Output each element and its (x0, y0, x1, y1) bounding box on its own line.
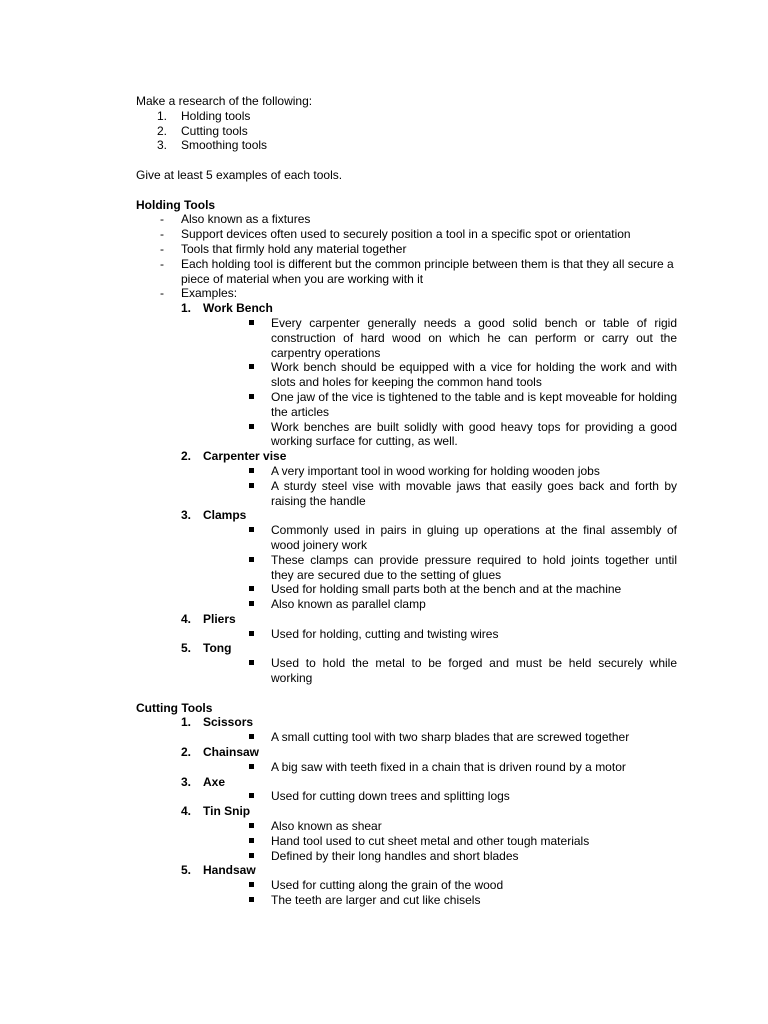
square-bullet (249, 468, 254, 473)
dash-marker: - (160, 227, 164, 242)
list-number: 4. (181, 611, 192, 626)
list-number: 1. (181, 301, 192, 316)
cutting-example-handsaw: 5. Handsaw (181, 863, 256, 878)
holding-example-work-bench: 1. Work Bench (181, 301, 273, 316)
holding-tools-heading: Holding Tools (136, 197, 216, 212)
square-bullet (249, 320, 254, 325)
intro-list-item: 3. Smoothing tools (157, 138, 268, 153)
square-bullet (249, 882, 254, 887)
intro-list (136, 109, 677, 153)
dash-marker: - (160, 241, 164, 256)
holding-point: - Support devices often used to securely position a tool in a specific spot or orientation (160, 227, 631, 242)
list-number: 2. (157, 123, 168, 138)
intro-list-item: 2. Cutting tools (157, 123, 248, 138)
square-bullet (249, 601, 254, 606)
detail-item: Every carpenter generally needs a good solid bench or table of rigid construction of hard wood on which he can perform or carry out the carpentry operations (136, 316, 677, 360)
holding-point: - Also known as a fixtures (160, 212, 311, 227)
cutting-example-scissors: 1. Scissors (181, 715, 254, 730)
square-bullet (249, 364, 254, 369)
detail-item: A sturdy steel vise with movable jaws that easily goes back and forth by raising the handle (136, 479, 677, 509)
square-bullet (249, 586, 254, 591)
detail-item: Commonly used in pairs in gluing up operations at the final assembly of wood joinery work (136, 523, 677, 553)
square-bullet (249, 793, 254, 798)
detail-item: Used for holding, cutting and twisting wires (136, 627, 677, 642)
document-body (136, 94, 677, 908)
square-bullet (249, 823, 254, 828)
detail-item: Used for cutting along the grain of the wood (136, 878, 677, 893)
square-bullet (249, 424, 254, 429)
list-number: 1. (181, 715, 192, 730)
square-bullet (249, 631, 254, 636)
detail-item: These clamps can provide pressure required to hold joints together until they are secured due to the setting of glues (136, 553, 677, 583)
detail-item: Defined by their long handles and short blades (136, 849, 677, 864)
dash-marker: - (160, 256, 164, 271)
holding-examples-list (136, 301, 677, 686)
dash-marker: - (160, 212, 164, 227)
square-bullet (249, 897, 254, 902)
list-number: 3. (181, 508, 192, 523)
square-bullet (249, 394, 254, 399)
cutting-example-chainsaw: 2. Chainsaw (181, 745, 260, 760)
detail-item: Used to hold the metal to be forged and must be held securely while working (136, 656, 677, 686)
list-number: 1. (157, 108, 168, 123)
list-number: 3. (181, 774, 192, 789)
square-bullet (249, 838, 254, 843)
dash-marker: - (160, 286, 164, 301)
holding-point: - Examples: (160, 286, 238, 301)
holding-point: - Tools that firmly hold any material together (160, 241, 407, 256)
square-bullet (249, 557, 254, 562)
square-bullet (249, 527, 254, 532)
cutting-examples-list (136, 715, 677, 907)
square-bullet (249, 764, 254, 769)
detail-item: A very important tool in wood working for holding wooden jobs (136, 464, 677, 479)
list-number: 5. (181, 863, 192, 878)
list-number: 2. (181, 745, 192, 760)
square-bullet (249, 734, 254, 739)
square-bullet (249, 853, 254, 858)
list-number: 3. (157, 138, 168, 153)
cutting-tools-heading: Cutting Tools (136, 700, 213, 715)
holding-example-pliers: 4. Pliers (181, 611, 236, 626)
detail-item: Used for holding small parts both at the bench and at the machine (136, 582, 677, 597)
detail-item: A big saw with teeth fixed in a chain that is driven round by a motor (136, 760, 677, 775)
detail-item: A small cutting tool with two sharp blades that are screwed together (136, 730, 677, 745)
square-bullet (249, 660, 254, 665)
holding-example-clamps: 3. Clamps (181, 508, 247, 523)
list-number: 4. (181, 804, 192, 819)
detail-item: Used for cutting down trees and splitting logs (136, 789, 677, 804)
list-number: 5. (181, 641, 192, 656)
instruction-text: Give at least 5 examples of each tools. (136, 167, 343, 182)
holding-example-carpenter-vise: 2. Carpenter vise (181, 449, 287, 464)
detail-item: The teeth are larger and cut like chisels (136, 893, 677, 908)
intro-text: Make a research of the following: (136, 94, 313, 108)
holding-example-tong: 5. Tong (181, 641, 232, 656)
detail-item: Hand tool used to cut sheet metal and other tough materials (136, 834, 677, 849)
square-bullet (249, 483, 254, 488)
list-number: 2. (181, 449, 192, 464)
detail-item: Work benches are built solidly with good heavy tops for providing a good working surface for cutting, as well. (136, 420, 677, 450)
holding-points-list (136, 212, 677, 301)
holding-point: - Each holding tool is different but the common principle between them is that they all secure a piece of material when you are working with it (160, 256, 674, 286)
detail-item: Work bench should be equipped with a vice for holding the work and with slots and holes for keeping the common hand tools (136, 360, 677, 390)
intro-list-item: 1. Holding tools (157, 108, 251, 123)
detail-item: One jaw of the vice is tightened to the table and is kept moveable for holding the articles (136, 390, 677, 420)
detail-item: Also known as shear (136, 819, 677, 834)
detail-item: Also known as parallel clamp (136, 597, 677, 612)
cutting-example-tin-snip: 4. Tin Snip (181, 804, 251, 819)
cutting-example-axe: 3. Axe (181, 774, 226, 789)
